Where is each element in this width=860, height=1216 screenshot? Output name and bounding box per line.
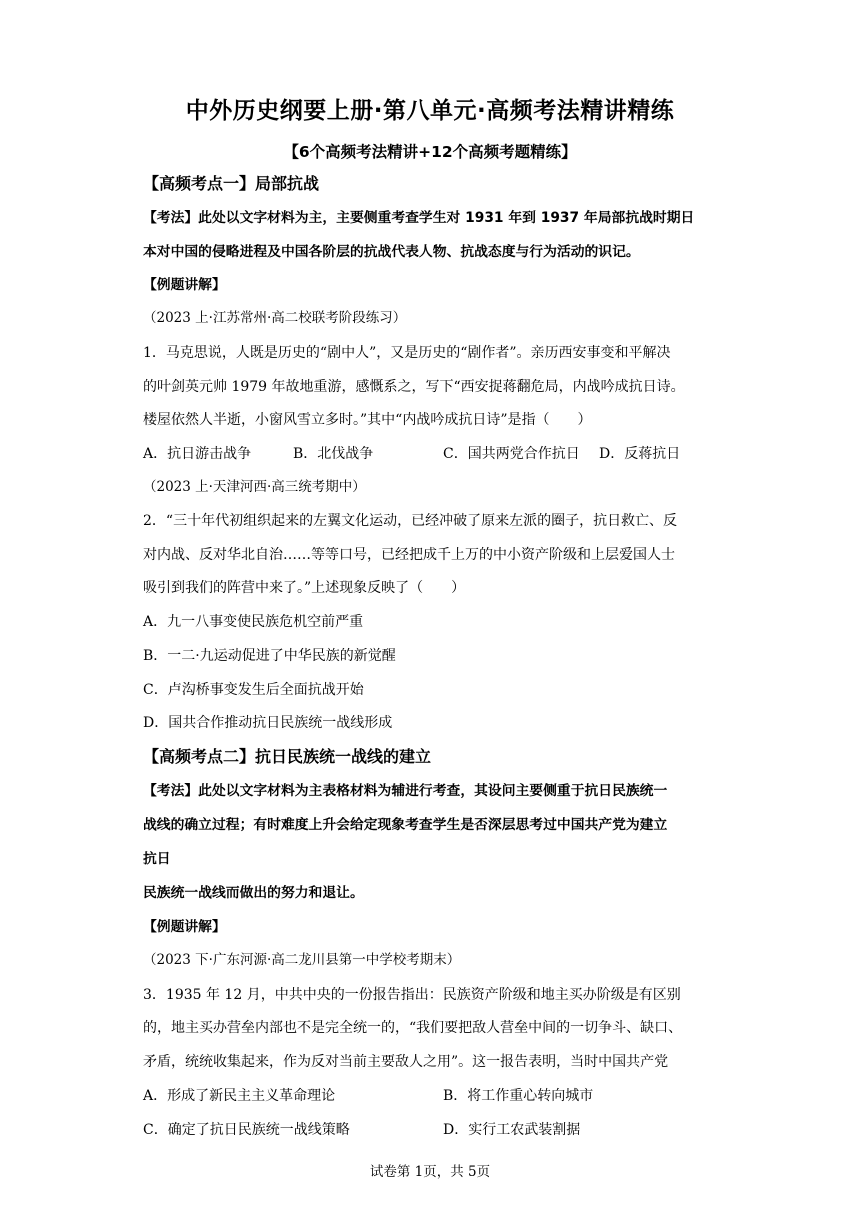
section1-kaofa-line2: 本对中国的侵略进程及中国各阶层的抗战代表人物、抗战态度与行为活动的识记。	[143, 244, 640, 260]
q1-source: （2023 上·江苏常州·高二校联考阶段练习）	[143, 310, 407, 326]
q3-stem-line3: 矛盾，统统收集起来，作为反对当前主要敌人之用”。这一报告表明，当时中国共产党	[143, 1054, 669, 1070]
q1-option-c: C．国共两党合作抗日	[443, 446, 580, 462]
q1-option-a: A．抗日游击战争	[143, 446, 252, 462]
q2-option-d: D．国共合作推动抗日民族统一战线形成	[143, 715, 393, 731]
section2-kaofa-line1: 【考法】此处以文字材料为主表格材料为辅进行考查，其设问主要侧重于抗日民族统一	[143, 783, 668, 799]
q1-stem-line3: 楼屋依然人半逝，小窗风雪立多时。”其中“内战吟成抗日诗”是指（ ）	[143, 412, 592, 428]
q2-stem-line2: 对内战、反对华北自治……等等口号，已经把成千上万的中小资产阶级和上层爱国人士	[143, 547, 675, 563]
section2-kaofa-line3: 抗日	[143, 851, 171, 867]
q3-option-c: C．确定了抗日民族统一战线策略	[143, 1122, 350, 1138]
q3-source: （2023 下·广东河源·高二龙川县第一中学校考期末）	[143, 952, 461, 968]
section1-example-label: 【例题讲解】	[143, 277, 226, 293]
q2-option-c: C．卢沟桥事变发生后全面抗战开始	[143, 682, 364, 698]
section2-heading: 【高频考点二】抗日民族统一战线的建立	[143, 747, 432, 766]
q1-option-d: D．反蒋抗日	[599, 446, 681, 462]
q3-option-d: D．实行工农武装割据	[443, 1122, 581, 1138]
section2-kaofa-line4: 民族统一战线而做出的努力和退让。	[143, 885, 364, 901]
q2-option-b: B．一二·九运动促进了中华民族的新觉醒	[143, 648, 396, 664]
q1-stem-line2: 的叶剑英元帅 1979 年故地重游，感慨系之，写下“西安捉蒋翻危局，内战吟成抗日诗。	[143, 379, 685, 395]
section1-kaofa-line1: 【考法】此处以文字材料为主，主要侧重考查学生对 1931 年到 1937 年局部抗战时期日	[143, 210, 695, 226]
q1-option-b: B．北伐战争	[293, 446, 374, 462]
q2-stem-line1: 2．“三十年代初组织起来的左翼文化运动，已经冲破了原来左派的圈子，抗日救亡、反	[143, 513, 678, 529]
q3-stem-line2: 的，地主买办营垒内部也不是完全统一的，“我们要把敌人营垒中间的一切争斗、缺口、	[143, 1020, 683, 1036]
section1-heading: 【高频考点一】局部抗战	[143, 174, 320, 193]
section2-kaofa-line2: 战线的确立过程；有时难度上升会给定现象考查学生是否深层思考过中国共产党为建立	[143, 817, 668, 833]
q3-option-a: A．形成了新民主主义革命理论	[143, 1088, 336, 1104]
page-title: 中外历史纲要上册·第八单元·高频考法精讲精练	[185, 98, 675, 124]
section2-example-label: 【例题讲解】	[143, 919, 226, 935]
q3-option-b: B．将工作重心转向城市	[443, 1088, 594, 1104]
q3-stem-line1: 3．1935 年 12 月，中共中央的一份报告指出：民族资产阶级和地主买办阶级是有区别	[143, 987, 681, 1003]
q2-option-a: A．九一八事变使民族危机空前严重	[143, 614, 364, 630]
q2-source: （2023 上·天津河西·高三统考期中）	[143, 479, 366, 495]
q2-stem-line3: 吸引到我们的阵营中来了。”上述现象反映了（ ）	[143, 580, 466, 596]
page-subtitle: 【6个高频考法精讲+12个高频考题精练】	[283, 143, 577, 161]
page-footer: 试卷第 1页，共 5页	[369, 1164, 491, 1180]
q1-stem-line1: 1．马克思说，人既是历史的“剧中人”，又是历史的“剧作者”。亲历西安事变和平解决	[143, 345, 671, 361]
